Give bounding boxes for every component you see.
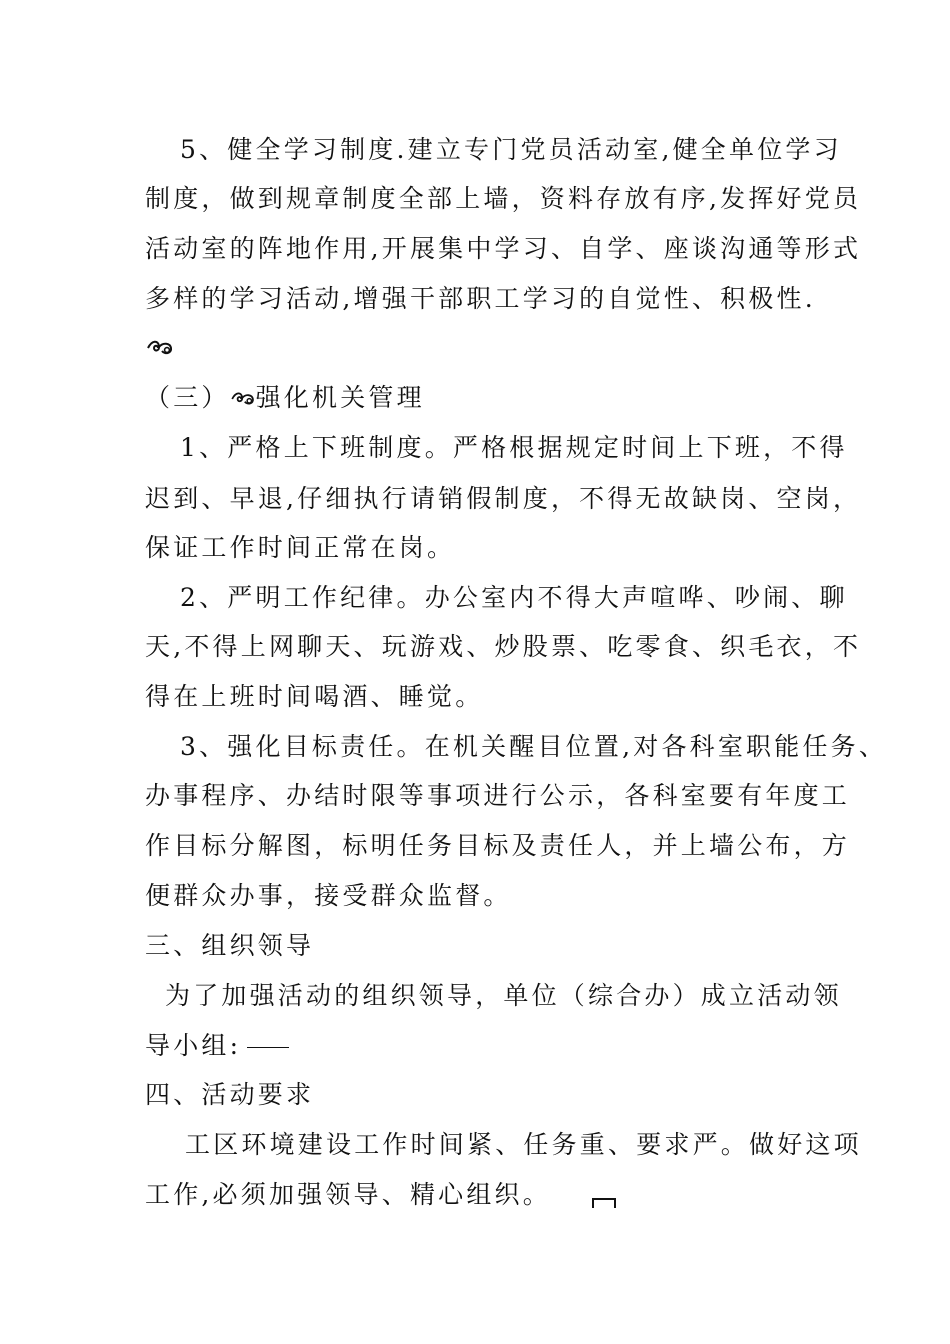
paragraph-line xyxy=(145,1030,289,1062)
scroll-ornament-icon xyxy=(230,390,256,408)
paragraph-line: 1、严格上下班制度。严格根据规定时间上下班，不得 xyxy=(180,433,848,462)
paragraph-line: 便群众办事，接受群众监督。 xyxy=(145,881,512,910)
leading-group-label: 导小组: xyxy=(145,1031,242,1060)
paragraph-line: 活动室的阵地作用,开展集中学习、自学、座谈沟通等形式 xyxy=(145,234,862,263)
paragraph-line: 天,不得上网聊天、玩游戏、炒股票、吃零食、织毛衣，不 xyxy=(145,632,862,661)
paragraph-line: 多样的学习活动,增强干部职工学习的自觉性、积极性. xyxy=(145,284,816,313)
paragraph-line: 得在上班时间喝酒、睡觉。 xyxy=(145,682,484,711)
scroll-ornament-icon xyxy=(146,338,174,358)
paragraph-line: 制度，做到规章制度全部上墙，资料存放有序,发挥好党员 xyxy=(145,184,862,213)
paragraph-line: 保证工作时间正常在岗。 xyxy=(145,533,456,562)
paragraph-line: 工区环境建设工作时间紧、任务重、要求严。做好这项 xyxy=(185,1130,862,1159)
section-title: 强化机关管理 xyxy=(255,383,425,412)
paragraph-line: 为了加强活动的组织领导，单位（综合办）成立活动领 xyxy=(165,981,842,1010)
bracket-mark xyxy=(592,1198,616,1208)
paragraph-line: 2、严明工作纪律。办公室内不得大声喧哗、吵闹、聊 xyxy=(180,583,848,612)
section-number: （三） xyxy=(145,383,230,412)
blank-underline xyxy=(247,1047,289,1048)
paragraph-line: 迟到、早退,仔细执行请销假制度，不得无故缺岗、空岗， xyxy=(145,484,862,513)
paragraph-line: 工作,必须加强领导、精心组织。 xyxy=(145,1180,551,1209)
section-heading xyxy=(145,382,425,414)
paragraph-line: 办事程序、办结时限等事项进行公示，各科室要有年度工 xyxy=(145,781,851,810)
section-heading: 四、活动要求 xyxy=(145,1080,315,1109)
paragraph-line: 作目标分解图，标明任务目标及责任人，并上墙公布，方 xyxy=(145,831,851,860)
section-heading: 三、组织领导 xyxy=(145,931,315,960)
paragraph-line: 3、强化目标责任。在机关醒目位置,对各科室职能任务、 xyxy=(180,732,888,761)
paragraph-line: 5、健全学习制度.建立专门党员活动室,健全单位学习 xyxy=(180,135,842,164)
